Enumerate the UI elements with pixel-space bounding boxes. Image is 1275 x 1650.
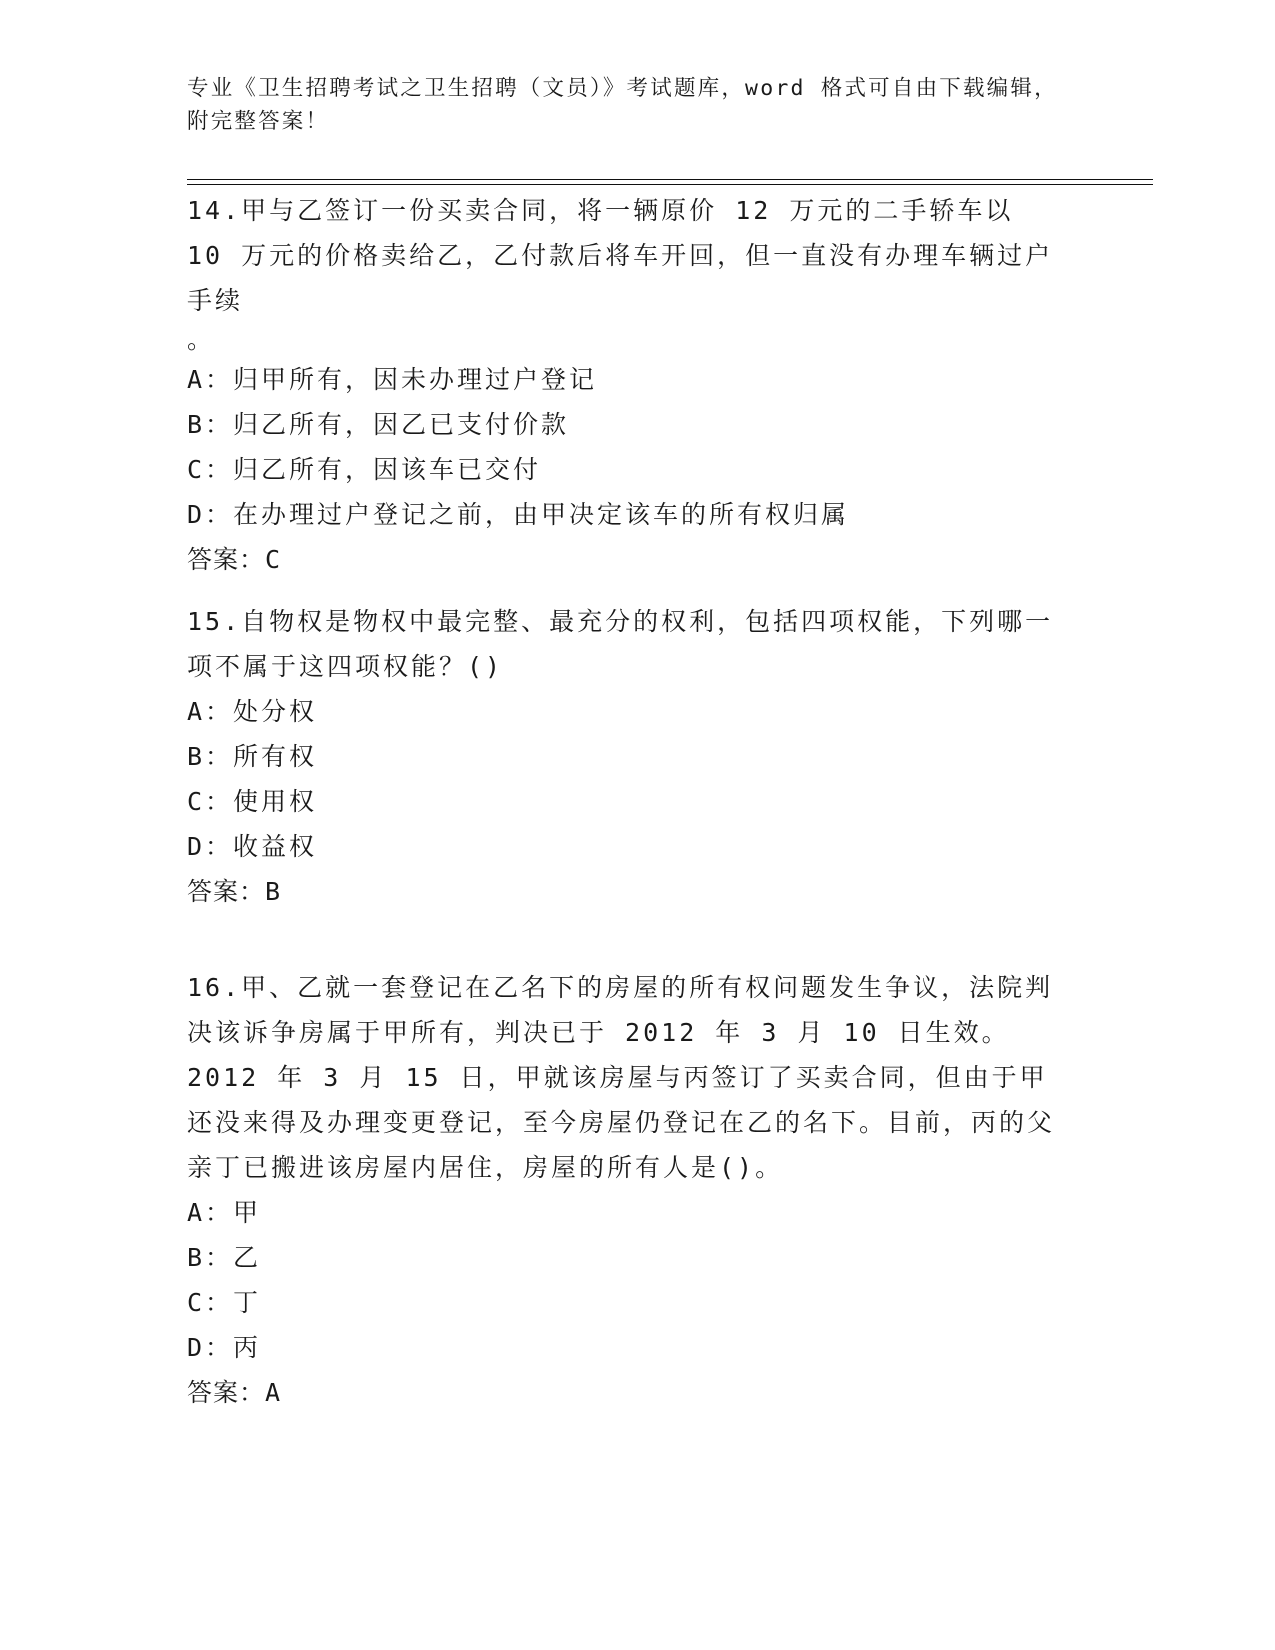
question-stem: 14.甲与乙签订一份买卖合同，将一辆原价 12 万元的二手轿车以 10 万元的价格卖给乙，乙付款后将车开回，但一直没有办理车辆过户手续 (187, 196, 1054, 315)
question-16 (187, 965, 1087, 1415)
option-a: A：处分权 (187, 697, 318, 726)
question-14 (187, 188, 1087, 582)
option-c: C：丁 (187, 1288, 262, 1317)
answer-line (187, 537, 1087, 582)
option-b: B：归乙所有，因乙已支付价款 (187, 410, 570, 439)
option-a: A：归甲所有，因未办理过户登记 (187, 365, 598, 394)
answer-line (187, 1370, 1087, 1415)
header-divider-top (187, 179, 1153, 180)
option-a: A：甲 (187, 1198, 262, 1227)
header-divider-bottom (187, 184, 1153, 185)
answer-value: A (265, 1378, 282, 1407)
option-c: C：使用权 (187, 787, 318, 816)
question-stem: 15.自物权是物权中最完整、最充分的权利，包括四项权能，下列哪一项不属于这四项权能？() (187, 607, 1054, 681)
option-d: D：丙 (187, 1333, 262, 1362)
answer-line (187, 869, 1087, 914)
answer-value: B (265, 877, 282, 906)
question-15 (187, 599, 1087, 914)
answer-label: 答案： (187, 545, 266, 574)
answer-label: 答案： (187, 877, 266, 906)
option-b: B：所有权 (187, 742, 318, 771)
answer-label: 答案： (187, 1378, 266, 1407)
answer-value: C (265, 545, 282, 574)
question-stem-tail: 。 (187, 325, 216, 354)
option-d: D：收益权 (187, 832, 318, 861)
option-d: D：在办理过户登记之前，由甲决定该车的所有权归属 (187, 500, 850, 529)
option-b: B：乙 (187, 1243, 262, 1272)
document-header-text: 专业《卫生招聘考试之卫生招聘（文员）》考试题库，word 格式可自由下载编辑，附完整答案！ (187, 76, 1058, 134)
option-c: C：归乙所有，因该车已交付 (187, 455, 542, 484)
question-stem: 16.甲、乙就一套登记在乙名下的房屋的所有权问题发生争议，法院判决该诉争房属于甲所有，判决已于 2012 年 3 月 10 日生效。2012 年 3 月 15 日，甲就该房屋与丙签订了买卖合同，但由于甲还没来得及办理变更登记，至今房屋仍登记在乙的名下。目前，丙的父亲丁已搬进该房屋内居住，房屋的所有人是()。 (187, 973, 1056, 1182)
